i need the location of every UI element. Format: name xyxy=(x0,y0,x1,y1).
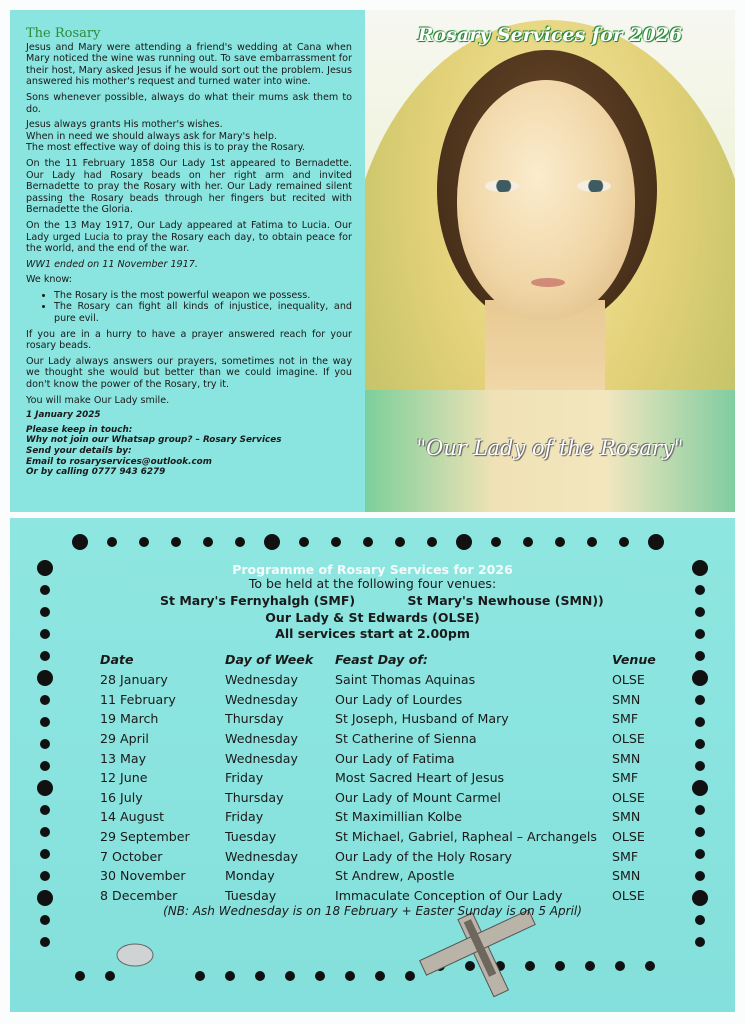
col-feast: Feast Day of: xyxy=(335,651,428,667)
table-row xyxy=(100,729,662,749)
bead xyxy=(195,971,205,981)
bead xyxy=(695,805,705,815)
cell-venue: OLSE xyxy=(612,829,645,845)
bead xyxy=(491,537,501,547)
cell-venue: SMF xyxy=(612,848,639,864)
cell-date: 13 May xyxy=(100,750,147,766)
paragraph: WW1 ended on 11 November 1917. xyxy=(26,258,198,270)
cell-day: Friday xyxy=(225,770,264,786)
bead xyxy=(105,971,115,981)
contact-email: Email to rosaryservices@outlook.com xyxy=(26,456,212,467)
start-time: All services start at 2.00pm xyxy=(275,626,470,641)
cell-day: Wednesday xyxy=(225,731,298,747)
paragraph: Our Lady always answers our prayers, sometimes not in the way we thought she would but better than we could imagine. If you don't know the power of the Rosary, try it. xyxy=(26,355,352,391)
bead xyxy=(171,537,181,547)
bead xyxy=(619,537,629,547)
lips xyxy=(531,278,565,287)
cell-day: Tuesday xyxy=(225,887,277,903)
bead xyxy=(40,695,50,705)
bead xyxy=(587,537,597,547)
cell-date: 12 June xyxy=(100,770,148,786)
cell-venue: SMN xyxy=(612,691,641,707)
cell-date: 29 April xyxy=(100,731,149,747)
bead xyxy=(37,780,53,796)
bead xyxy=(405,971,415,981)
table-header xyxy=(100,648,662,670)
bead xyxy=(225,971,235,981)
bead xyxy=(331,537,341,547)
programme-title: Programme of Rosary Services for 2026 xyxy=(232,562,513,577)
cell-day: Friday xyxy=(225,809,264,825)
cell-day: Wednesday xyxy=(225,672,298,688)
paragraph: The most effective way of doing this is to pray the Rosary. xyxy=(26,142,305,154)
rosary-heading: The Rosary xyxy=(26,26,101,41)
bead xyxy=(695,849,705,859)
col-day: Day of Week xyxy=(225,651,314,667)
venue-smf: St Mary's Fernyhalgh (SMF) xyxy=(160,593,356,608)
bead xyxy=(40,805,50,815)
bead xyxy=(139,537,149,547)
cell-feast: St Maximillian Kolbe xyxy=(335,809,463,825)
bead xyxy=(695,717,705,727)
bead xyxy=(395,537,405,547)
bead xyxy=(315,971,325,981)
bead xyxy=(555,961,565,971)
bead xyxy=(615,961,625,971)
bead xyxy=(695,871,705,881)
table-row xyxy=(100,748,662,768)
bead xyxy=(695,739,705,749)
cell-feast: St Joseph, Husband of Mary xyxy=(335,711,509,727)
paragraph: We know: xyxy=(26,274,72,286)
paragraph: If you are in a hurry to have a prayer answered reach for your rosary beads. xyxy=(26,328,352,352)
rosary-text xyxy=(26,28,352,478)
miraculous-medal-icon xyxy=(117,944,153,966)
cell-date: 30 November xyxy=(100,868,186,884)
bead xyxy=(345,971,355,981)
cell-venue: SMN xyxy=(612,750,641,766)
paragraph: Jesus always grants His mother's wishes. xyxy=(26,119,223,131)
table-row xyxy=(100,690,662,710)
venue-smn: St Mary's Newhouse (SMN)) xyxy=(407,593,604,608)
cell-feast: Our Lady of Lourdes xyxy=(335,691,463,707)
bead xyxy=(203,537,213,547)
cell-venue: OLSE xyxy=(612,731,645,747)
table-row xyxy=(100,807,662,827)
cell-feast: St Michael, Gabriel, Rapheal – Archangels xyxy=(335,829,597,845)
contact-line: Send your details by: xyxy=(26,446,132,456)
bead xyxy=(255,971,265,981)
our-lady-portrait xyxy=(365,10,735,512)
bead xyxy=(40,827,50,837)
bead xyxy=(40,739,50,749)
bead xyxy=(285,971,295,981)
cell-venue: SMN xyxy=(612,809,641,825)
bead xyxy=(40,651,50,661)
portrait-title: Rosary Services for 2026 xyxy=(417,24,683,46)
bead xyxy=(72,534,88,550)
bead xyxy=(40,937,50,947)
bead xyxy=(692,780,708,796)
bead xyxy=(645,961,655,971)
bead xyxy=(427,537,437,547)
bead xyxy=(40,849,50,859)
bead xyxy=(523,537,533,547)
table-row xyxy=(100,788,662,808)
bead xyxy=(695,651,705,661)
cell-feast: Saint Thomas Aquinas xyxy=(335,672,476,688)
bead xyxy=(40,717,50,727)
cell-venue: SMF xyxy=(612,770,639,786)
paragraph: Jesus and Mary were attending a friend's wedding at Cana when Mary noticed the wine was running out. To save embarrassment for their host, Mary asked Jesus if he would sort out the problem. Jesus answered his mother's request and turned water into wine. xyxy=(26,41,352,88)
table-row xyxy=(100,709,662,729)
bead xyxy=(75,971,85,981)
cell-venue: OLSE xyxy=(612,887,645,903)
bead xyxy=(375,971,385,981)
bead xyxy=(695,761,705,771)
bead xyxy=(465,961,475,971)
cell-feast: Our Lady of the Holy Rosary xyxy=(335,848,513,864)
bead xyxy=(107,537,117,547)
bullet-list xyxy=(26,290,352,325)
cell-venue: SMF xyxy=(612,711,639,727)
table-row xyxy=(100,670,662,690)
bead xyxy=(648,534,664,550)
paragraph: On the 11 February 1858 Our Lady 1st appeared to Bernadette. Our Lady had Rosary beads on her right arm and invited Bernadette to pray the Rosary with her. Our Lady remained silent passing the Rosary beads through her fingers but recited with Bernadette the Gloria. xyxy=(26,157,352,216)
bead xyxy=(363,537,373,547)
programme-note: (NB: Ash Wednesday is on 18 February + Easter Sunday is on 5 April) xyxy=(163,904,582,918)
cell-day: Tuesday xyxy=(225,829,277,845)
left-eye xyxy=(485,180,519,192)
bullet-item: • The Rosary is the most powerful weapon we possess. xyxy=(54,290,352,302)
cell-date: 7 October xyxy=(100,848,163,864)
bead xyxy=(456,534,472,550)
right-eye xyxy=(577,180,611,192)
rosary-info-panel xyxy=(10,10,365,512)
cell-date: 8 December xyxy=(100,887,178,903)
programme-subtitle: To be held at the following four venues: xyxy=(248,576,497,591)
contact-line: Please keep in touch: xyxy=(26,424,133,435)
bead xyxy=(37,670,53,686)
contact-line: Why not join our Whatsap group? – Rosary Services xyxy=(26,435,282,446)
paragraph: When in need we should always ask for Mary's help. xyxy=(26,130,278,142)
bead xyxy=(264,534,280,550)
cell-date: 11 February xyxy=(100,691,176,707)
cell-feast: Immaculate Conception of Our Lady xyxy=(335,887,563,903)
cell-venue: OLSE xyxy=(612,789,645,805)
bead xyxy=(555,537,565,547)
cell-feast: Our Lady of Mount Carmel xyxy=(335,789,501,805)
cell-day: Monday xyxy=(225,868,275,884)
table-row xyxy=(100,846,662,866)
services-table xyxy=(100,648,662,905)
col-venue: Venue xyxy=(612,651,656,667)
cell-feast: Our Lady of Fatima xyxy=(335,750,455,766)
cell-feast: St Catherine of Sienna xyxy=(335,731,477,747)
cell-feast: Most Sacred Heart of Jesus xyxy=(335,770,505,786)
bead xyxy=(695,827,705,837)
cell-date: 28 January xyxy=(100,672,168,688)
table-row xyxy=(100,827,662,847)
bead xyxy=(695,695,705,705)
bead xyxy=(692,670,708,686)
cell-day: Thursday xyxy=(225,711,284,727)
bead xyxy=(40,871,50,881)
cell-day: Wednesday xyxy=(225,750,298,766)
bead xyxy=(40,761,50,771)
cell-day: Thursday xyxy=(225,789,284,805)
cell-venue: OLSE xyxy=(612,672,645,688)
bead xyxy=(695,937,705,947)
portrait-caption: "Our Lady of the Rosary" xyxy=(416,436,684,460)
cell-feast: St Andrew, Apostle xyxy=(335,868,455,884)
venue-list xyxy=(160,593,652,608)
bead xyxy=(585,961,595,971)
table-row xyxy=(100,866,662,886)
venue-olse: Our Lady & St Edwards (OLSE) xyxy=(265,610,480,625)
programme-panel xyxy=(10,518,735,1012)
cell-venue: SMN xyxy=(612,868,641,884)
table-row xyxy=(100,768,662,788)
cell-date: 29 September xyxy=(100,829,190,845)
table-row xyxy=(100,886,662,906)
contact-phone: Or by calling 0777 943 6279 xyxy=(26,467,166,478)
date: 1 January 2025 xyxy=(26,410,101,421)
cell-day: Wednesday xyxy=(225,848,298,864)
bullet-item: • The Rosary can fight all kinds of injustice, inequality, and pure evil. xyxy=(54,301,352,324)
bead xyxy=(299,537,309,547)
paragraph: On the 13 May 1917, Our Lady appeared at Fatima to Lucia. Our Lady urged Lucia to pray the Rosary each day, to obtain peace for the world, and the end of the war. xyxy=(26,219,352,255)
col-date: Date xyxy=(100,651,134,667)
cell-day: Wednesday xyxy=(225,691,298,707)
cell-date: 14 August xyxy=(100,809,165,825)
bead xyxy=(235,537,245,547)
paragraph: Sons whenever possible, always do what their mums ask them to do. xyxy=(26,91,352,115)
bead xyxy=(525,961,535,971)
paragraph: You will make Our Lady smile. xyxy=(26,394,170,406)
cell-date: 16 July xyxy=(100,789,143,805)
cell-date: 19 March xyxy=(100,711,159,727)
